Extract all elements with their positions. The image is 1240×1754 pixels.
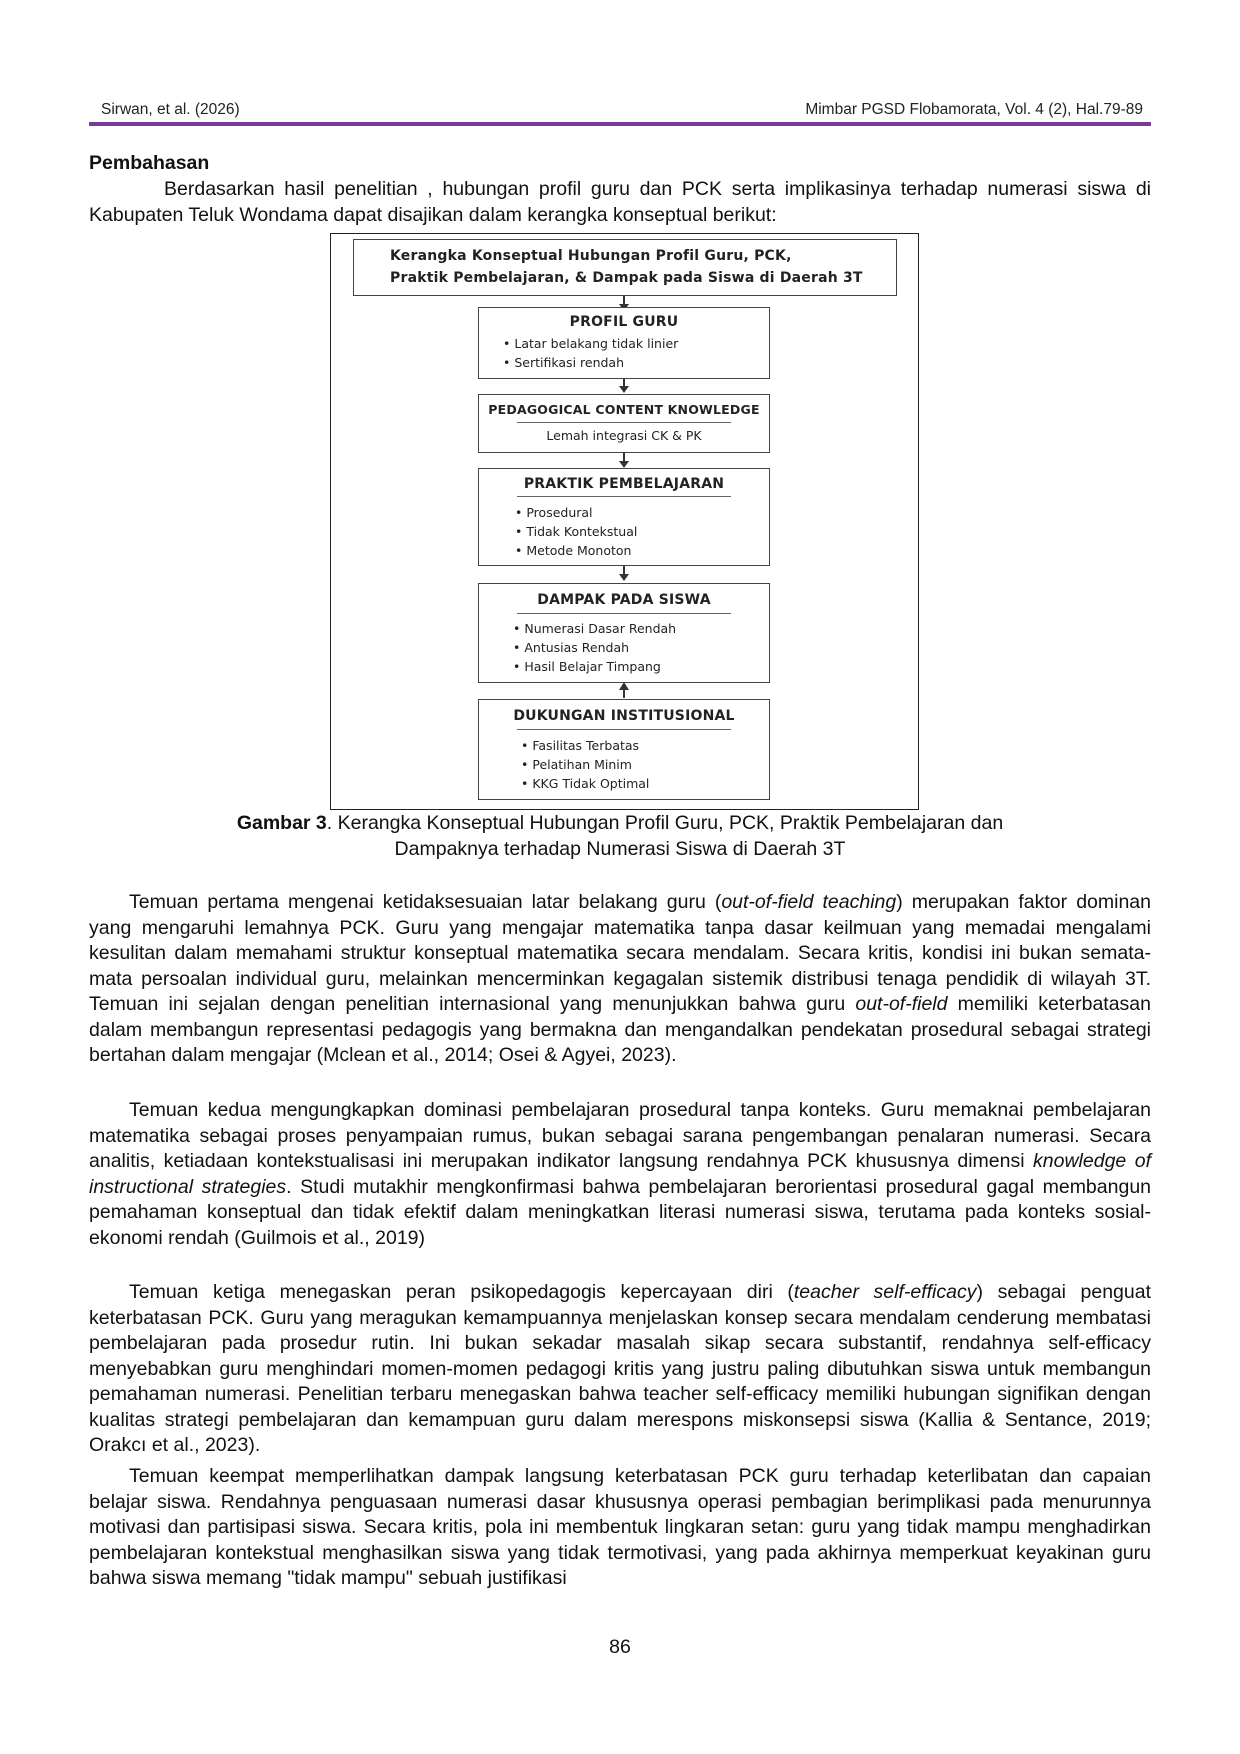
list-item: • Metode Monoton	[515, 541, 637, 560]
dampak-pada-siswa-box	[478, 583, 770, 683]
dampak-title-rule	[517, 613, 731, 614]
emphasis: out-of-field teaching	[721, 891, 897, 913]
header-authors: Sirwan, et al. (2026)	[101, 101, 240, 118]
list-item: • Sertifikasi rendah	[503, 353, 678, 372]
list-item: • Tidak Kontekstual	[515, 522, 637, 541]
pck-title: PEDAGOGICAL CONTENT KNOWLEDGE	[488, 402, 760, 417]
caption-text-2: Dampaknya terhadap Numerasi Siswa di Daerah 3T	[394, 838, 846, 860]
profil-guru-title: PROFIL GURU	[569, 314, 679, 330]
text-run: Temuan pertama mengenai ketidaksesuaian latar belakang guru (	[129, 891, 722, 913]
emphasis: teacher self-efficacy	[793, 1281, 977, 1303]
caption-line-1	[89, 810, 1151, 836]
dampak-title: DAMPAK PADA SISWA	[537, 592, 711, 608]
paragraph-1	[89, 890, 1151, 1069]
diagram-title-box	[353, 239, 897, 296]
figure-3-framework-diagram	[330, 233, 919, 810]
dukungan-title: DUKUNGAN INSTITUSIONAL	[513, 708, 735, 724]
text-run: memiliki keterbatasan dalam membangun representasi pedagogis yang bermakna dan mengandalkan pendekatan prosedural sebagai strategi bertahan dalam mengajar (Mclean et al., 2014; Osei & Agyei, 2023).	[89, 993, 1151, 1066]
dukungan-institusional-box	[478, 699, 770, 800]
dukungan-title-rule	[517, 729, 731, 730]
text-run: Temuan ketiga menegaskan peran psikopedagogis kepercayaan diri (	[129, 1281, 794, 1303]
list-item: • Prosedural	[515, 503, 637, 522]
profil-guru-list	[503, 334, 678, 372]
paragraph-3	[89, 1280, 1151, 1459]
emphasis: out-of-field	[855, 993, 948, 1015]
pck-subtitle: Lemah integrasi CK & PK	[546, 428, 702, 443]
figure-caption	[89, 810, 1151, 862]
caption-text-1: . Kerangka Konseptual Hubungan Profil Guru, PCK, Praktik Pembelajaran dan	[326, 812, 1004, 834]
praktik-title: PRAKTIK PEMBELAJARAN	[523, 476, 725, 492]
diagram-title-line-1: Kerangka Konseptual Hubungan Profil Guru, PCK,	[390, 248, 792, 264]
header-rule	[89, 122, 1151, 126]
paragraph-4: Temuan keempat memperlihatkan dampak langsung keterbatasan PCK guru terhadap keterlibatan dan capaian belajar siswa. Rendahnya penguasaan numerasi dasar khususnya operasi pembagian berimplikasi pada menurunnya motivasi dan partisipasi siswa. Secara kritis, pola ini membentuk lingkaran setan: guru yang tidak mampu menghadirkan pembelajaran kontekstual menghasilkan siswa yang tidak termotivasi, yang pada akhirnya memperkuat keyakinan guru bahwa siswa memang "tidak mampu" sebuah justifikasi	[89, 1465, 1151, 1589]
list-item: • KKG Tidak Optimal	[521, 774, 649, 793]
dukungan-list	[521, 736, 649, 793]
list-item: • Numerasi Dasar Rendah	[513, 619, 676, 638]
list-item: • Fasilitas Terbatas	[521, 736, 649, 755]
profil-guru-box	[478, 307, 770, 379]
paragraph-2	[89, 1098, 1151, 1251]
pck-box	[478, 394, 770, 453]
list-item: • Antusias Rendah	[513, 638, 676, 657]
text-run: . Studi mutakhir mengkonfirmasi bahwa pembelajaran berorientasi prosedural gagal membangun pemahaman konseptual dan tidak efektif dalam meningkatkan literasi numerasi siswa, terutama pada konteks sosial-ekonomi rendah (Guilmois et al., 2019)	[89, 1175, 1152, 1249]
emphasis: knowledge of instructional strategies	[89, 1150, 1151, 1198]
list-item: • Latar belakang tidak linier	[503, 334, 678, 353]
header-journal: Mimbar PGSD Flobamorata, Vol. 4 (2), Hal.79-89	[805, 101, 1143, 118]
page-number: 86	[609, 1636, 631, 1658]
text-run: ) sebagai penguat keterbatasan PCK. Guru yang meragukan kemampuannya menjelaskan konsep secara mendalam cenderung membatasi pembelajaran pada prosedur rutin. Ini bukan sekadar masalah sikap secara substantif, rendahnya self-efficacy menyebabkan guru menghindari momen-momen pedagogi kritis yang justru paling dibutuhkan siswa untuk membangun pemahaman numerasi. Penelitian terbaru menegaskan bahwa teacher self-efficacy memiliki hubungan signifikan dengan kualitas strategi pembelajaran dan kemampuan guru dalam merespons miskonsepsi siswa (Kallia & Sentance, 2019; Orakcı et al., 2023).	[89, 1281, 1152, 1456]
list-item: • Pelatihan Minim	[521, 755, 649, 774]
praktik-title-rule	[517, 496, 731, 497]
caption-label: Gambar 3	[236, 812, 327, 834]
list-item: • Hasil Belajar Timpang	[513, 657, 676, 676]
text-run: ) merupakan faktor dominan yang mengaruhi lemahnya PCK. Guru yang mengajar matematika tanpa dasar keilmuan yang memadai mengalami kesulitan dalam memahami struktur konseptual matematika secara mendalam. Secara kritis, kondisi ini bukan semata-mata persoalan individual guru, melainkan mencerminkan kegagalan sistemik distribusi tenaga pendidik di wilayah 3T. Temuan ini sejalan dengan penelitian internasional yang menunjukkan bahwa guru	[89, 891, 1151, 1015]
praktik-list	[515, 503, 637, 560]
section-title: Pembahasan	[89, 152, 210, 174]
praktik-pembelajaran-box	[478, 468, 770, 566]
pck-subtitle-rule	[517, 422, 731, 423]
intro-paragraph: Berdasarkan hasil penelitian , hubungan profil guru dan PCK serta implikasinya terhadap numerasi siswa di Kabupaten Teluk Wondama dapat disajikan dalam kerangka konseptual berikut:	[89, 178, 1151, 226]
text-run: Temuan kedua mengungkapkan dominasi pembelajaran prosedural tanpa konteks. Guru memaknai pembelajaran matematika sebagai proses penyampaian rumus, bukan sebagai sarana pengembangan penalaran numerasi. Secara analitis, ketiadaan kontekstualisasi ini merupakan indikator langsung rendahnya PCK khususnya dimensi	[89, 1099, 1151, 1172]
dampak-list	[513, 619, 676, 676]
diagram-title-line-2: Praktik Pembelajaran, & Dampak pada Siswa di Daerah 3T	[390, 270, 863, 286]
